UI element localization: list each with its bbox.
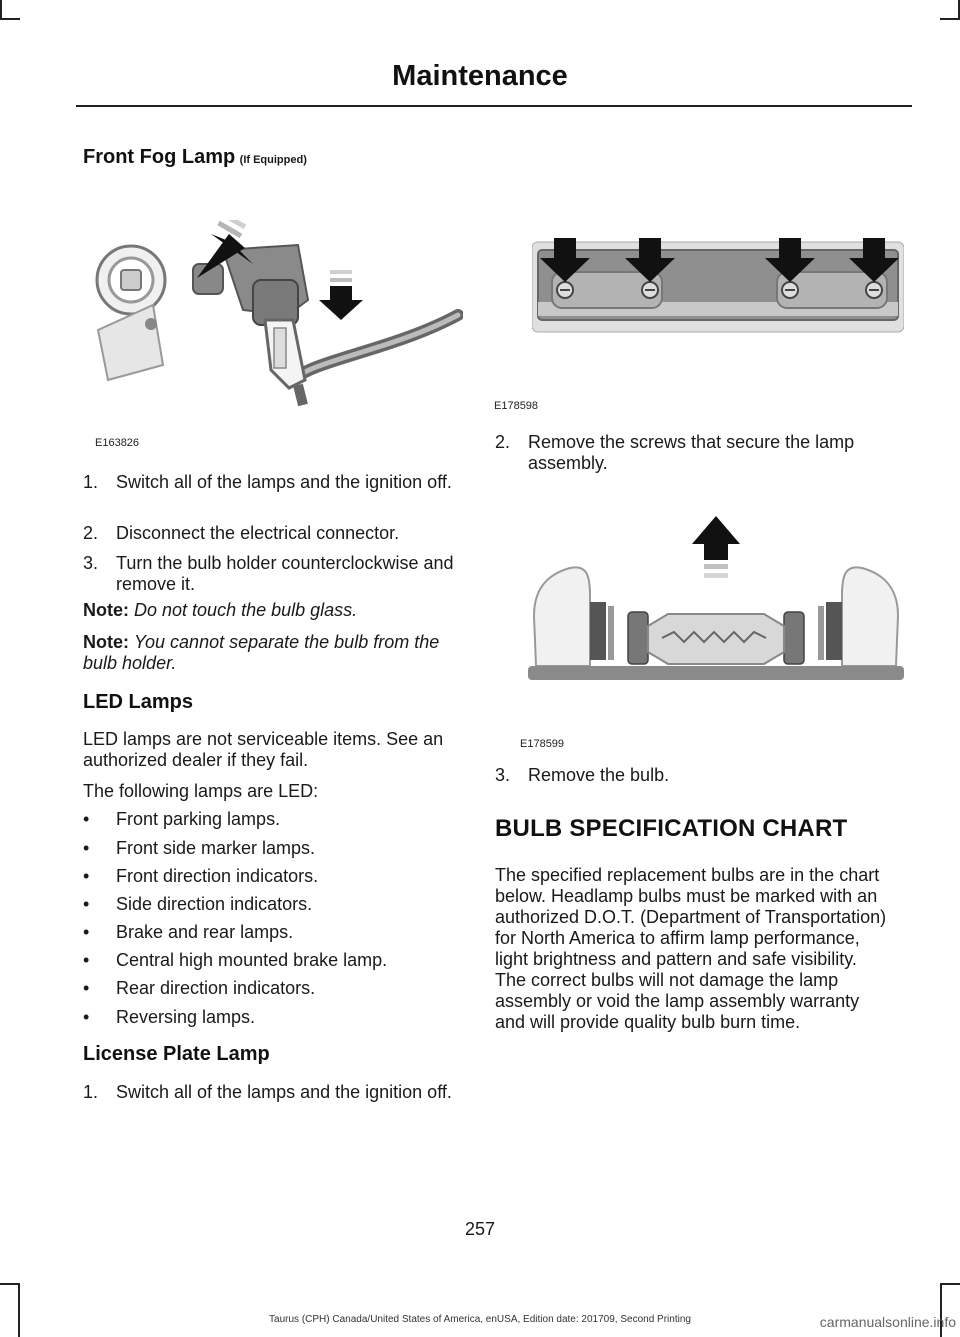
crop-mark: [0, 1283, 20, 1285]
license-step-3: 3. Remove the bulb.: [495, 765, 670, 785]
crop-mark: [0, 18, 20, 20]
down-arrow-icon: [319, 270, 363, 320]
license-step-2: 2. Remove the screws that secure the lamp assembly.: [495, 432, 855, 473]
note: Note: You cannot separate the bulb from the bulb holder.: [83, 632, 440, 673]
crop-mark: [18, 1283, 20, 1337]
figure-code: E163826: [95, 437, 140, 449]
crop-mark: [940, 18, 960, 20]
fog-step-2: 2. Disconnect the electrical connector.: [83, 523, 400, 543]
page-number: 257: [464, 1219, 496, 1239]
header-divider: [76, 105, 912, 107]
screw-icon: [557, 282, 573, 298]
license-plate-lamp-heading: License Plate Lamp: [83, 1043, 270, 1065]
up-arrow-icon: [692, 516, 740, 578]
figure-code: E178599: [520, 738, 565, 750]
figure-code: E178598: [494, 400, 539, 412]
note: Note: Do not touch the bulb glass.: [83, 600, 358, 620]
fog-lamp-heading: Front Fog Lamp (If Equipped): [83, 146, 307, 168]
bulb-chart-paragraph: The specified replacement bulbs are in the chart below. Headlamp bulbs must be marked with an authorized D.O.T. (Department of Transportation) for North America to affirm lamp performance, light brightness and pattern and safe visibility. The correct bulbs will not damage the lamp assembly or void the lamp assembly warranty and will provide quality bulb burn time.: [495, 865, 887, 1032]
bulb-removal-illustration: [528, 516, 904, 682]
led-intro: LED lamps are not serviceable items. See an authorized dealer if they fail.: [83, 729, 444, 770]
crop-mark: [940, 1283, 960, 1285]
led-list-intro: The following lamps are LED:: [83, 781, 319, 801]
section-title: Maintenance: [392, 60, 568, 92]
license-lamp-screws-illustration: [532, 232, 904, 344]
bulb-chart-heading: BULB SPECIFICATION CHART: [495, 815, 848, 842]
license-step-1: 1. Switch all of the lamps and the ignition off.: [83, 1082, 452, 1102]
screw-icon: [782, 282, 798, 298]
screw-icon: [642, 282, 658, 298]
screw-icon: [866, 282, 882, 298]
fog-lamp-illustration: [93, 220, 463, 420]
fog-step-3: 3. Turn the bulb holder counterclockwise and remove it.: [83, 553, 454, 594]
footer-text: Taurus (CPH) Canada/United States of America, enUSA, Edition date: 201709, Second Printing: [269, 1314, 691, 1325]
watermark: carmanualsonline.info: [819, 1314, 956, 1330]
crop-mark: [0, 0, 2, 18]
fog-step-1: 1. Switch all of the lamps and the ignition off.: [83, 472, 452, 492]
led-lamps-heading: LED Lamps: [83, 691, 194, 713]
